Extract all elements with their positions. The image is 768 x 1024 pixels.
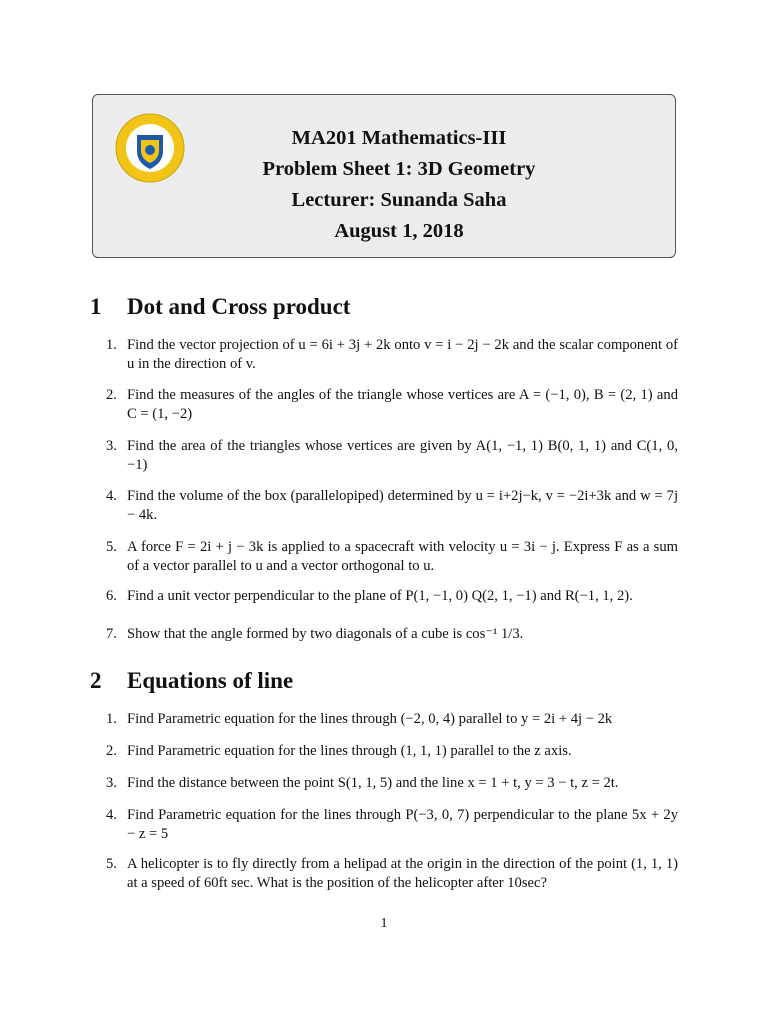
problem-text: A helicopter is to fly directly from a helipad at the origin in the direction of the point (1, 1, 1) at a speed of 60ft sec. What is the position of the helicopter after 10sec? xyxy=(127,856,678,891)
problem-number: 2. xyxy=(106,387,117,403)
problem-text: Show that the angle formed by two diagonals of a cube is cos⁻¹ 1/3. xyxy=(127,626,524,642)
problem-number: 5. xyxy=(106,856,117,872)
problem-item xyxy=(106,386,678,424)
problem-item xyxy=(106,487,678,525)
section-heading xyxy=(90,294,350,320)
problem-text: Find the distance between the point S(1, 1, 5) and the line x = 1 + t, y = 3 − t, z = 2t. xyxy=(127,775,619,791)
problem-number: 1. xyxy=(106,711,117,727)
problem-text: Find Parametric equation for the lines through P(−3, 0, 7) perpendicular to the plane 5x + 2y − z = 5 xyxy=(127,807,678,842)
course-title: MA201 Mathematics-III xyxy=(291,127,507,149)
section-heading xyxy=(90,668,293,694)
date-line: August 1, 2018 xyxy=(334,220,464,242)
problem-item xyxy=(106,806,678,844)
problem-item xyxy=(106,538,678,576)
section-number: 2 xyxy=(90,668,102,693)
section-title: Dot and Cross product xyxy=(127,294,351,319)
problem-text: Find the area of the triangles whose vertices are given by A(1, −1, 1) B(0, 1, 1) and C(1, 0, −1) xyxy=(127,438,678,473)
problem-text: Find Parametric equation for the lines through (1, 1, 1) parallel to the z axis. xyxy=(127,743,572,759)
problem-number: 4. xyxy=(106,807,117,823)
section-number: 1 xyxy=(90,294,102,319)
sheet-title: Problem Sheet 1: 3D Geometry xyxy=(262,158,536,180)
problem-number: 7. xyxy=(106,626,117,642)
page-number: 1 xyxy=(380,916,388,931)
problem-number: 3. xyxy=(106,775,117,791)
problem-number: 1. xyxy=(106,337,117,353)
problem-item xyxy=(106,587,678,606)
problem-item xyxy=(106,437,678,475)
problem-text: Find Parametric equation for the lines through (−2, 0, 4) parallel to y = 2i + 4j − 2k xyxy=(127,711,613,727)
problem-text: A force F = 2i + j − 3k is applied to a spacecraft with velocity u = 3i − j. Express F as a sum of a vector parallel to u and a vector orthogonal to u. xyxy=(127,539,678,574)
problem-number: 2. xyxy=(106,743,117,759)
lecturer-line: Lecturer: Sunanda Saha xyxy=(291,189,507,211)
problem-number: 6. xyxy=(106,588,117,604)
problem-item xyxy=(106,625,678,644)
problem-item xyxy=(106,710,678,729)
problem-item xyxy=(106,774,678,793)
problem-text: Find the measures of the angles of the triangle whose vertices are A = (−1, 0), B = (2, 1) and C = (1, −2) xyxy=(127,387,678,422)
problem-number: 5. xyxy=(106,539,117,555)
section-title: Equations of line xyxy=(127,668,294,693)
problem-text: Find a unit vector perpendicular to the plane of P(1, −1, 0) Q(2, 1, −1) and R(−1, 1, 2). xyxy=(127,588,633,604)
problem-text: Find the vector projection of u = 6i + 3j + 2k onto v = i − 2j − 2k and the scalar component of u in the direction of v. xyxy=(127,337,678,372)
problem-item xyxy=(106,336,678,374)
university-seal-icon xyxy=(115,113,185,183)
problem-item xyxy=(106,742,678,761)
problem-text: Find the volume of the box (parallelopiped) determined by u = i+2j−k, v = −2i+3k and w = 7j − 4k. xyxy=(127,488,678,523)
title-box xyxy=(92,94,676,258)
problem-item xyxy=(106,855,678,893)
problem-number: 3. xyxy=(106,438,117,454)
problem-number: 4. xyxy=(106,488,117,504)
